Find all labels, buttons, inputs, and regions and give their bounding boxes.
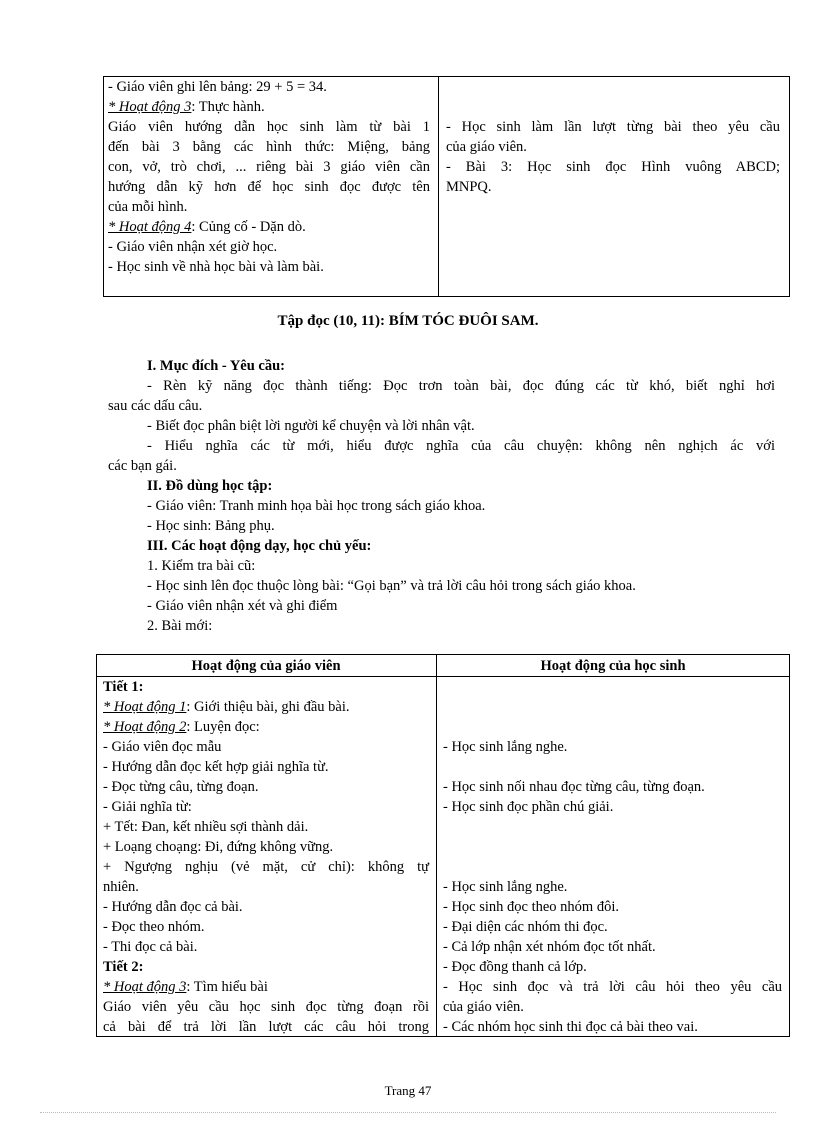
top-right-line-1: - Học sinh làm lần lượt từng bài theo yêu cầu: [446, 119, 780, 135]
tiet-2-label: Tiết 2:: [103, 959, 144, 975]
student-line-7: - Cả lớp nhận xét nhóm đọc tốt nhất.: [443, 939, 656, 955]
teacher-line-4: - Giải nghĩa từ:: [103, 799, 192, 815]
activity-2-line: [103, 717, 260, 737]
activity-4-label: * Hoạt động 4: [108, 219, 192, 235]
teacher-line-2: - Hướng dẫn đọc kết hợp giải nghĩa từ.: [103, 759, 329, 775]
activity-4-text: : Củng cố - Dặn dò.: [191, 219, 306, 235]
top-left-line-1: - Giáo viên ghi lên bảng: 29 + 5 = 34.: [108, 79, 327, 95]
student-line-9: - Học sinh đọc và trả lời câu hỏi theo yêu cầu: [443, 979, 782, 995]
header-teacher: Hoạt động của giáo viên: [191, 658, 341, 674]
activity-3-label: * Hoạt động 3: [108, 99, 192, 115]
student-line-3: - Học sinh đọc phần chú giải.: [443, 799, 614, 815]
section-3-line-3: - Giáo viên nhận xét và ghi điểm: [147, 598, 338, 614]
section-1-line-2: - Biết đọc phân biệt lời người kể chuyện và lời nhân vật.: [147, 418, 475, 434]
section-1-line-3b: các bạn gái.: [108, 458, 177, 474]
activity-3b-line: [103, 977, 268, 997]
header-student: Hoạt động của học sinh: [540, 658, 686, 674]
section-1-line-3: - Hiểu nghĩa các từ mới, hiểu được nghĩa của câu chuyện: không nên nghịch ác với: [147, 438, 775, 454]
activity-1-line: [103, 697, 350, 717]
top-left-line-4: đến bài 3 bằng các hình thức: Miệng, bảng: [108, 139, 430, 155]
main-table-divider: [436, 654, 437, 1037]
activity-2-label: * Hoạt động 2: [103, 719, 187, 735]
top-left-line-6: hướng dẫn kỹ hơn để học sinh đọc được tên: [108, 179, 430, 195]
student-line-11: - Các nhóm học sinh thi đọc cả bài theo vai.: [443, 1019, 698, 1035]
section-3-line-4: 2. Bài mới:: [147, 618, 213, 634]
activity-2-text: : Luyện đọc:: [186, 719, 260, 735]
teacher-line-1: - Giáo viên đọc mẫu: [103, 739, 222, 755]
page-number: Trang 47: [384, 1083, 432, 1098]
teacher-line-13: cả bài để trả lời lần lượt các câu hỏi trong: [103, 1019, 429, 1035]
top-right-line-2: của giáo viên.: [446, 139, 527, 155]
section-2-line-1: - Giáo viên: Tranh minh họa bài học trong sách giáo khoa.: [147, 498, 486, 514]
teacher-line-12: Giáo viên yêu cầu học sinh đọc từng đoạn rồi: [103, 999, 429, 1015]
student-line-5: - Học sinh đọc theo nhóm đôi.: [443, 899, 619, 915]
tiet-1-label: Tiết 1:: [103, 679, 144, 695]
section-1-line-1: - Rèn kỹ năng đọc thành tiếng: Đọc trơn toàn bài, đọc đúng các từ khó, biết nghỉ hơi: [147, 378, 775, 394]
top-table-divider: [438, 76, 439, 297]
teacher-line-7: + Ngượng nghịu (vẻ mặt, cử chỉ): không tự: [103, 859, 429, 875]
activity-3b-text: : Tìm hiểu bài: [186, 979, 268, 995]
top-right-line-4: MNPQ.: [446, 179, 492, 195]
teacher-line-8: nhiên.: [103, 879, 139, 895]
student-line-4: - Học sinh lắng nghe.: [443, 879, 568, 895]
top-right-line-3: - Bài 3: Học sinh đọc Hình vuông ABCD;: [446, 159, 780, 175]
top-left-activity-4: [108, 217, 306, 237]
lesson-title: Tập đọc (10, 11): BÍM TÓC ĐUÔI SAM.: [277, 313, 539, 329]
top-left-line-3: Giáo viên hướng dẫn học sinh làm từ bài 1: [108, 119, 430, 135]
student-line-1: - Học sinh lắng nghe.: [443, 739, 568, 755]
activity-3b-label: * Hoạt động 3: [103, 979, 187, 995]
section-3-heading: III. Các hoạt động dạy, học chủ yếu:: [147, 538, 372, 554]
teacher-line-6: + Loạng choạng: Đi, đứng không vững.: [103, 839, 334, 855]
activity-3-text: : Thực hành.: [191, 99, 265, 115]
teacher-line-5: + Tết: Đan, kết nhiều sợi thành dải.: [103, 819, 309, 835]
activity-1-label: * Hoạt động 1: [103, 699, 187, 715]
section-2-heading: II. Đồ dùng học tập:: [147, 478, 273, 494]
section-3-line-1: 1. Kiểm tra bài cũ:: [147, 558, 256, 574]
section-1-heading: I. Mục đích - Yêu cầu:: [147, 358, 286, 374]
footer-rule: [40, 1112, 776, 1113]
teacher-line-3: - Đọc từng câu, từng đoạn.: [103, 779, 259, 795]
activity-1-text: : Giới thiệu bài, ghi đầu bài.: [186, 699, 350, 715]
teacher-line-11: - Thi đọc cả bài.: [103, 939, 198, 955]
student-line-8: - Đọc đồng thanh cả lớp.: [443, 959, 587, 975]
teacher-line-9: - Hướng dẫn đọc cả bài.: [103, 899, 243, 915]
top-left-line-5: con, vở, trò chơi, ... riêng bài 3 giáo viên cần: [108, 159, 430, 175]
student-line-10: của giáo viên.: [443, 999, 524, 1015]
teacher-line-10: - Đọc theo nhóm.: [103, 919, 205, 935]
student-line-2: - Học sinh nối nhau đọc từng câu, từng đoạn.: [443, 779, 705, 795]
main-table-header-rule: [96, 676, 790, 677]
top-left-line-10: - Học sinh về nhà học bài và làm bài.: [108, 259, 324, 275]
section-1-line-1b: sau các dấu câu.: [108, 398, 203, 414]
student-line-6: - Đại diện các nhóm thi đọc.: [443, 919, 608, 935]
section-3-line-2: - Học sinh lên đọc thuộc lòng bài: “Gọi bạn” và trả lời câu hỏi trong sách giáo khoa.: [147, 578, 636, 594]
top-left-activity-3: [108, 97, 265, 117]
section-2-line-2: - Học sinh: Bảng phụ.: [147, 518, 275, 534]
top-left-line-9: - Giáo viên nhận xét giờ học.: [108, 239, 278, 255]
top-left-line-7: của mỗi hình.: [108, 199, 188, 215]
